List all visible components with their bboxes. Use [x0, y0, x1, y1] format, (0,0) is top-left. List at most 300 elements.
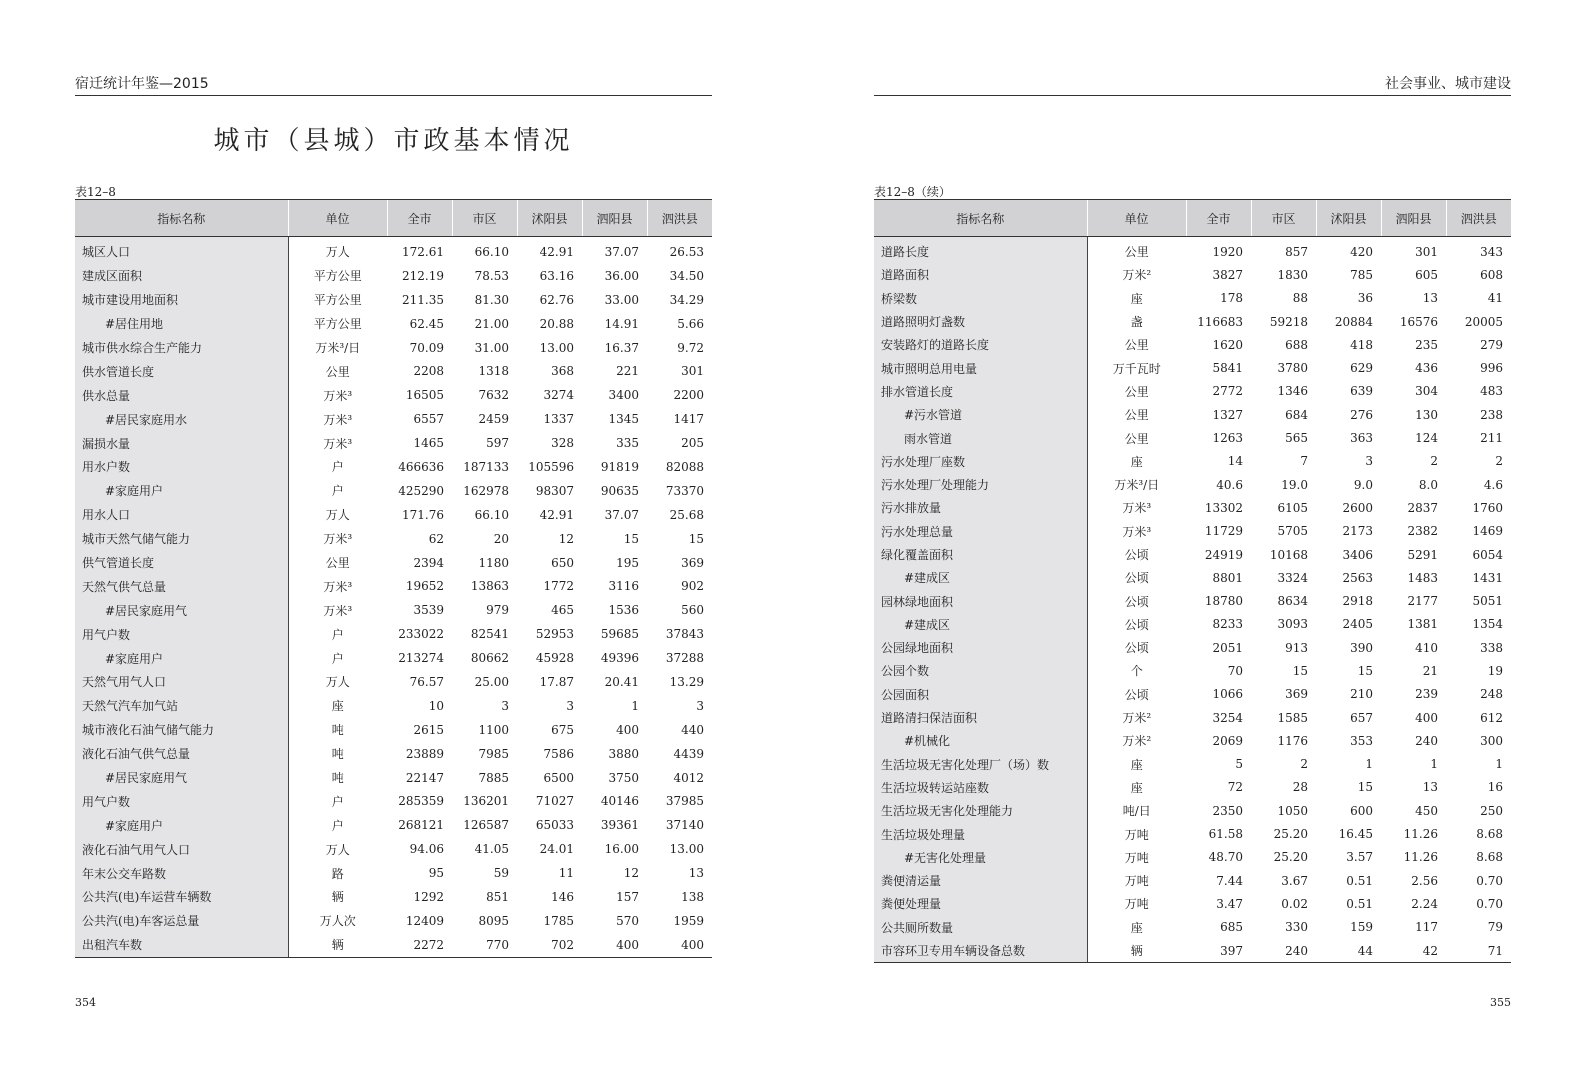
unit-cell: 平方公里 [313, 269, 362, 284]
indicator-name: 液化石油气供气总量 [75, 742, 288, 766]
value-cell: 25.20 [1273, 827, 1308, 842]
value-cell: 130 [1415, 407, 1438, 422]
indicator-name: #建成区 [874, 566, 1087, 589]
table-row [874, 496, 1511, 519]
value-cell: 1772 [543, 579, 574, 594]
value-cell: 13302 [1204, 500, 1243, 515]
table-row [874, 683, 1511, 706]
unit-cell: 户 [331, 818, 344, 833]
value-cell: 268121 [398, 818, 444, 833]
value-cell: 15 [623, 531, 639, 546]
value-cell: 400 [616, 722, 639, 737]
indicator-name: 道路面积 [874, 263, 1087, 286]
value-cell: 15 [688, 531, 704, 546]
indicator-name: 天然气汽车加气站 [75, 694, 288, 718]
value-cell: 1066 [1212, 687, 1243, 702]
value-cell: 62 [428, 531, 444, 546]
value-cell: 20.88 [539, 316, 574, 331]
unit-cell: 公顷 [1124, 641, 1149, 656]
value-cell: 1830 [1277, 267, 1308, 282]
unit-cell: 万米³ [323, 388, 353, 403]
value-cell: 37.07 [604, 507, 639, 522]
value-cell: 19652 [405, 579, 444, 594]
value-cell: 45928 [535, 651, 574, 666]
value-cell: 12409 [405, 913, 444, 928]
unit-cell: 万米³ [323, 603, 353, 618]
column-header: 指标名称 [75, 200, 288, 237]
unit-cell: 户 [331, 460, 344, 475]
indicator-name: 公园个数 [874, 659, 1087, 682]
value-cell: 31.00 [474, 340, 509, 355]
indicator-name: 桥梁数 [874, 287, 1087, 310]
column-header: 沭阳县 [517, 200, 582, 237]
unit-cell: 公顷 [1124, 571, 1149, 586]
unit-cell: 公里 [1124, 408, 1149, 423]
left-page [75, 0, 712, 1077]
indicator-name: 公园面积 [874, 683, 1087, 706]
value-cell: 1346 [1277, 384, 1308, 399]
value-cell: 13.00 [669, 842, 704, 857]
unit-cell: 万吨 [1124, 874, 1149, 889]
value-cell: 9.72 [677, 340, 704, 355]
table-row [75, 383, 712, 407]
indicator-name: 污水处理厂处理能力 [874, 473, 1087, 496]
unit-cell: 平方公里 [313, 293, 362, 308]
value-cell: 3880 [608, 746, 639, 761]
unit-cell: 万米³ [323, 579, 353, 594]
value-cell: 117 [1415, 920, 1438, 935]
value-cell: 16.45 [1338, 827, 1373, 842]
unit-cell: 万米³/日 [1114, 478, 1160, 493]
value-cell: 71 [1446, 939, 1511, 963]
value-cell: 13.00 [539, 340, 574, 355]
indicator-name: 粪便处理量 [874, 892, 1087, 915]
value-cell: 65033 [535, 818, 574, 833]
indicator-name: 公共厕所数量 [874, 916, 1087, 939]
value-cell: 1 [1365, 757, 1373, 772]
table-row [874, 916, 1511, 939]
value-cell: 36 [1357, 291, 1373, 306]
value-cell: 24919 [1204, 547, 1243, 562]
column-header: 全市 [387, 200, 452, 237]
value-cell: 62.76 [539, 292, 574, 307]
value-cell: 330 [1285, 920, 1308, 935]
value-cell: 13.29 [669, 674, 704, 689]
value-cell: 15 [1292, 663, 1308, 678]
table-label-left: 表12–8 [75, 185, 116, 199]
value-cell: 608 [1480, 267, 1503, 282]
value-cell: 17.87 [539, 674, 574, 689]
table-row [874, 237, 1511, 264]
value-cell: 98307 [535, 483, 574, 498]
indicator-name: 公共汽(电)车运营车辆数 [75, 885, 288, 909]
value-cell: 1 [631, 698, 639, 713]
value-cell: 1417 [673, 412, 704, 427]
value-cell: 857 [1285, 244, 1308, 259]
value-cell: 688 [1285, 337, 1308, 352]
value-cell: 59 [493, 866, 509, 881]
value-cell: 16.00 [604, 842, 639, 857]
unit-cell: 万米³ [323, 436, 353, 451]
indicator-name: 用水人口 [75, 503, 288, 527]
value-cell: 1263 [1212, 431, 1243, 446]
value-cell: 3406 [1342, 547, 1373, 562]
value-cell: 650 [551, 555, 574, 570]
indicator-name: 污水处理总量 [874, 520, 1087, 543]
indicator-name: 公园绿地面积 [874, 636, 1087, 659]
table-row [75, 359, 712, 383]
value-cell: 1760 [1472, 500, 1503, 515]
value-cell: 138 [681, 889, 704, 904]
value-cell: 276 [1350, 407, 1373, 422]
value-cell: 1176 [1277, 733, 1308, 748]
table-row [874, 822, 1511, 845]
value-cell: 0.70 [1476, 873, 1503, 888]
indicator-name: #居住用地 [75, 312, 288, 336]
indicator-name: 污水处理厂座数 [874, 450, 1087, 473]
table-row [874, 380, 1511, 403]
value-cell: 3093 [1277, 617, 1308, 632]
value-cell: 187133 [463, 459, 509, 474]
indicator-name: 城区人口 [75, 237, 288, 264]
value-cell: 3.57 [1346, 850, 1373, 865]
value-cell: 11 [558, 866, 574, 881]
value-cell: 368 [551, 364, 574, 379]
value-cell: 0.02 [1281, 896, 1308, 911]
table-row [75, 431, 712, 455]
value-cell: 1620 [1212, 337, 1243, 352]
value-cell: 465 [551, 603, 574, 618]
value-cell: 10 [428, 698, 444, 713]
value-cell: 1431 [1472, 570, 1503, 585]
value-cell: 79 [1487, 920, 1503, 935]
value-cell: 3 [1365, 454, 1373, 469]
value-cell: 1469 [1472, 524, 1503, 539]
unit-cell: 公顷 [1124, 594, 1149, 609]
value-cell: 3254 [1212, 710, 1243, 725]
header-row [874, 200, 1511, 237]
indicator-name: #家庭用户 [75, 646, 288, 670]
value-cell: 5051 [1472, 594, 1503, 609]
column-header: 单位 [288, 200, 387, 237]
value-cell: 8634 [1277, 594, 1308, 609]
unit-cell: 万米³ [323, 532, 353, 547]
value-cell: 1785 [543, 913, 574, 928]
value-cell: 39361 [600, 818, 639, 833]
page-number-left: 354 [75, 996, 96, 1009]
table-row [874, 659, 1511, 682]
value-cell: 7885 [478, 770, 509, 785]
unit-cell: 万米³/日 [315, 341, 361, 355]
value-cell: 211.35 [402, 292, 444, 307]
value-cell: 61.58 [1208, 827, 1243, 842]
column-header: 泗洪县 [1446, 200, 1511, 237]
column-header: 指标名称 [874, 200, 1087, 237]
table-row [874, 939, 1511, 963]
indicator-name: 供水总量 [75, 383, 288, 407]
value-cell: 25.00 [474, 674, 509, 689]
value-cell: 2200 [673, 388, 704, 403]
value-cell: 37140 [665, 818, 704, 833]
value-cell: 71027 [535, 794, 574, 809]
indicator-name: 年末公交车路数 [75, 861, 288, 885]
value-cell: 770 [452, 933, 517, 957]
table-label-right: 表12–8（续） [874, 185, 951, 199]
value-cell: 213274 [398, 651, 444, 666]
value-cell: 1585 [1277, 710, 1308, 725]
indicator-name: 生活垃圾转运站座数 [874, 776, 1087, 799]
value-cell: 24.01 [539, 842, 574, 857]
table-row [874, 310, 1511, 333]
value-cell: 91819 [600, 459, 639, 474]
table-row [874, 566, 1511, 589]
value-cell: 483 [1480, 384, 1503, 399]
indicator-name: 生活垃圾无害化处理厂（场）数 [874, 753, 1087, 776]
unit-cell: 万吨 [1124, 850, 1149, 865]
value-cell: 7985 [478, 746, 509, 761]
value-cell: 42.91 [539, 244, 574, 259]
value-cell: 8095 [478, 913, 509, 928]
value-cell: 7586 [543, 746, 574, 761]
value-cell: 178 [1220, 291, 1243, 306]
table-row [75, 288, 712, 312]
table-row [75, 813, 712, 837]
value-cell: 1920 [1212, 244, 1243, 259]
indicator-name: #居民家庭用气 [75, 766, 288, 790]
value-cell: 400 [1415, 710, 1438, 725]
value-cell: 13 [1422, 780, 1438, 795]
value-cell: 3780 [1277, 361, 1308, 376]
value-cell: 2051 [1212, 640, 1243, 655]
value-cell: 400 [647, 933, 712, 957]
value-cell: 195 [616, 555, 639, 570]
unit-cell: 万米² [1122, 711, 1152, 726]
value-cell: 48.70 [1208, 850, 1243, 865]
header-row [75, 200, 712, 237]
value-cell: 6557 [413, 412, 444, 427]
table-row [874, 753, 1511, 776]
right-page [874, 0, 1511, 1077]
running-head-left: 宿迁统计年鉴—2015 [75, 74, 712, 96]
table-row [75, 336, 712, 360]
column-header: 沭阳县 [1316, 200, 1381, 237]
value-cell: 70 [1227, 663, 1243, 678]
value-cell: 248 [1480, 687, 1503, 702]
value-cell: 28 [1292, 780, 1308, 795]
value-cell: 235 [1415, 337, 1438, 352]
value-cell: 62.45 [409, 316, 444, 331]
indicator-name: 道路长度 [874, 237, 1087, 264]
table-row [75, 237, 712, 264]
value-cell: 41 [1487, 291, 1503, 306]
indicator-name: 城市建设用地面积 [75, 288, 288, 312]
value-cell: 338 [1480, 640, 1503, 655]
indicator-name: 园林绿地面积 [874, 589, 1087, 612]
value-cell: 2405 [1342, 617, 1373, 632]
table-row [874, 706, 1511, 729]
value-cell: 162978 [463, 483, 509, 498]
value-cell: 1327 [1212, 407, 1243, 422]
value-cell: 0.51 [1346, 873, 1373, 888]
value-cell: 7.44 [1216, 873, 1243, 888]
value-cell: 3 [566, 698, 574, 713]
value-cell: 3116 [608, 579, 639, 594]
table-row [75, 837, 712, 861]
unit-cell: 万吨 [1124, 897, 1149, 912]
value-cell: 436 [1415, 361, 1438, 376]
value-cell: 34.29 [669, 292, 704, 307]
value-cell: 136201 [463, 794, 509, 809]
column-header: 市区 [1251, 200, 1316, 237]
value-cell: 3400 [608, 388, 639, 403]
value-cell: 2600 [1342, 500, 1373, 515]
value-cell: 20005 [1464, 314, 1503, 329]
value-cell: 702 [517, 933, 582, 957]
unit-cell: 万人次 [319, 914, 356, 929]
value-cell: 397 [1186, 939, 1251, 963]
value-cell: 15 [1357, 780, 1373, 795]
value-cell: 410 [1415, 640, 1438, 655]
value-cell: 105596 [528, 459, 574, 474]
value-cell: 81.30 [474, 292, 509, 307]
value-cell: 1180 [478, 555, 509, 570]
value-cell: 2350 [1212, 803, 1243, 818]
value-cell: 7 [1300, 454, 1308, 469]
value-cell: 301 [1415, 244, 1438, 259]
value-cell: 657 [1350, 710, 1373, 725]
indicator-name: #污水管道 [874, 403, 1087, 426]
value-cell: 2837 [1407, 500, 1438, 515]
indicator-name: 用气户数 [75, 622, 288, 646]
value-cell: 279 [1480, 337, 1503, 352]
value-cell: 14.91 [604, 316, 639, 331]
value-cell: 73370 [665, 483, 704, 498]
column-header: 全市 [1186, 200, 1251, 237]
table-row [874, 846, 1511, 869]
table-row [75, 909, 712, 933]
unit-cell: 万人 [325, 842, 350, 857]
unit-cell: 万米³ [1122, 501, 1152, 516]
value-cell: 44 [1316, 939, 1381, 963]
unit-cell: 座 [1130, 920, 1143, 935]
value-cell: 18780 [1204, 594, 1243, 609]
value-cell: 2615 [413, 722, 444, 737]
value-cell: 240 [1415, 733, 1438, 748]
indicator-name: 城市照明总用电量 [874, 356, 1087, 379]
value-cell: 66.10 [474, 507, 509, 522]
value-cell: 343 [1480, 244, 1503, 259]
value-cell: 5841 [1212, 361, 1243, 376]
column-header: 泗阳县 [1381, 200, 1446, 237]
value-cell: 2 [1495, 454, 1503, 469]
unit-cell: 万米³ [323, 412, 353, 427]
unit-cell: 辆 [331, 890, 344, 905]
indicator-name: #无害化处理量 [874, 846, 1087, 869]
indicator-name: 安装路灯的道路长度 [874, 333, 1087, 356]
table-row [874, 613, 1511, 636]
indicator-name: 建成区面积 [75, 264, 288, 288]
indicator-name: 天然气用气人口 [75, 670, 288, 694]
value-cell: 0.51 [1346, 896, 1373, 911]
indicator-name: #家庭用户 [75, 813, 288, 837]
indicator-name: #建成区 [874, 613, 1087, 636]
value-cell: 221 [616, 364, 639, 379]
value-cell: 12 [558, 531, 574, 546]
unit-cell: 辆 [288, 933, 387, 957]
indicator-name: 绿化覆盖面积 [874, 543, 1087, 566]
value-cell: 126587 [463, 818, 509, 833]
table-row [75, 789, 712, 813]
value-cell: 300 [1480, 733, 1503, 748]
value-cell: 2.24 [1411, 896, 1438, 911]
unit-cell: 户 [331, 794, 344, 809]
value-cell: 76.57 [409, 674, 444, 689]
indicator-name: #机械化 [874, 729, 1087, 752]
table-row [75, 574, 712, 598]
value-cell: 66.10 [474, 244, 509, 259]
unit-cell: 万人 [325, 675, 350, 690]
value-cell: 16576 [1399, 314, 1438, 329]
value-cell: 363 [1350, 431, 1373, 446]
value-cell: 418 [1350, 337, 1373, 352]
table-row [75, 503, 712, 527]
value-cell: 59685 [600, 627, 639, 642]
value-cell: 675 [551, 722, 574, 737]
column-header: 单位 [1087, 200, 1186, 237]
value-cell: 239 [1415, 687, 1438, 702]
indicator-name: 市容环卫专用车辆设备总数 [874, 939, 1087, 963]
value-cell: 238 [1480, 407, 1503, 422]
value-cell: 979 [486, 603, 509, 618]
value-cell: 1465 [413, 436, 444, 451]
table-row [874, 799, 1511, 822]
unit-cell: 万米² [1122, 734, 1152, 749]
value-cell: 2173 [1342, 524, 1373, 539]
value-cell: 1292 [413, 889, 444, 904]
table-row [874, 356, 1511, 379]
table-row [75, 312, 712, 336]
value-cell: 2563 [1342, 570, 1373, 585]
indicator-name: 道路清扫保洁面积 [874, 706, 1087, 729]
value-cell: 116683 [1197, 314, 1243, 329]
value-cell: 13 [688, 866, 704, 881]
value-cell: 612 [1480, 710, 1503, 725]
unit-cell: 户 [331, 651, 344, 666]
value-cell: 33.00 [604, 292, 639, 307]
value-cell: 42 [1381, 939, 1446, 963]
value-cell: 600 [1350, 803, 1373, 818]
unit-cell: 公顷 [1124, 617, 1149, 632]
unit-cell: 吨 [331, 723, 344, 738]
table-row [75, 622, 712, 646]
value-cell: 2772 [1212, 384, 1243, 399]
value-cell: 90635 [600, 483, 639, 498]
unit-cell: 平方公里 [313, 317, 362, 332]
indicator-name: 液化石油气用气人口 [75, 837, 288, 861]
value-cell: 3539 [413, 603, 444, 618]
value-cell: 5.66 [677, 316, 704, 331]
indicator-name: 用气户数 [75, 789, 288, 813]
value-cell: 6500 [543, 770, 574, 785]
indicator-name: 公共汽(电)车客运总量 [75, 909, 288, 933]
indicator-name: 供气管道长度 [75, 551, 288, 575]
value-cell: 2 [1430, 454, 1438, 469]
value-cell: 1536 [608, 603, 639, 618]
indicator-name: #居民家庭用水 [75, 407, 288, 431]
unit-cell: 户 [331, 484, 344, 499]
value-cell: 301 [681, 364, 704, 379]
value-cell: 34.50 [669, 268, 704, 283]
